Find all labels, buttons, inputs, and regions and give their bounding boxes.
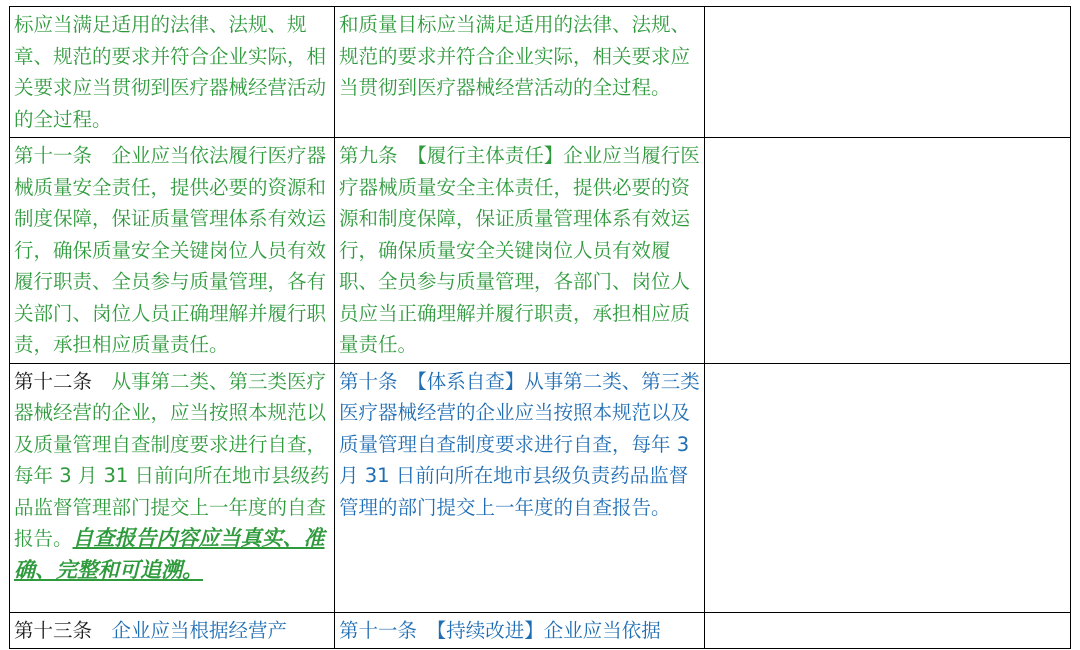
cell-text: 和质量目标应当满足适用的法律、法规、规范的要求并符合企业实际，相关要求应当贯彻到医疗器械经营活动的全过程。 (339, 13, 691, 99)
cell-text: 从事第二类、第三类医疗器械经营的企业，应当按照本规范以及质量管理自查制度要求进行自查，每年 3 月 31 日前向所在地市县级药品监督管理部门提交上一年度的自查报告。 (14, 369, 330, 550)
emphasized-addition: 自查报告内容应当真实、准确、完整和可追溯。 (14, 526, 325, 582)
article-number: 第十三条 (14, 618, 93, 642)
old-rule-cell (335, 138, 705, 364)
table-row (10, 612, 1071, 649)
new-rule-cell (10, 138, 335, 364)
cell-text: 【持续改进】企业应当依据 (417, 618, 661, 642)
article-number: 第十一条 (339, 618, 418, 642)
new-rule-cell (10, 612, 335, 649)
cell-text: 标应当满足适用的法律、法规、规章、规范的要求并符合企业实际，相关要求应当贯彻到医疗器械经营活动的全过程。 (14, 13, 327, 131)
table-row (10, 363, 1071, 612)
new-rule-cell (10, 363, 335, 612)
cell-text: 企业应当根据经营产 (92, 618, 288, 642)
old-rule-cell (335, 7, 705, 138)
note-cell (705, 363, 1071, 612)
note-cell (705, 612, 1071, 649)
regulation-comparison-table (9, 6, 1071, 649)
new-rule-cell (10, 7, 335, 138)
note-cell (705, 138, 1071, 364)
article-number: 第十二条 (14, 369, 93, 393)
note-cell (705, 7, 1071, 138)
old-rule-cell (335, 363, 705, 612)
old-rule-cell (335, 612, 705, 649)
cell-text: 第十一条 企业应当依法履行医疗器械质量安全责任，提供必要的资源和制度保障，保证质量管理体系有效运行，确保质量安全关键岗位人员有效履行职责、全员参与质量管理，各有关部门、岗位人员正确理解并履行职责，承担相应质量责任。 (14, 144, 327, 356)
cell-text: 第十条 【体系自查】从事第二类、第三类医疗器械经营的企业应当按照本规范以及质量管理自查制度要求进行自查，每年 3 月 31 日前向所在地市县级负责药品监督管理的部门提交上一年度的自查报告。 (339, 369, 700, 519)
table-row (10, 7, 1071, 138)
cell-text: 第九条 【履行主体责任】企业应当履行医疗器械质量安全主体责任，提供必要的资源和制度保障，保证质量管理体系有效运行，确保质量安全关键岗位人员有效履职、全员参与质量管理，各部门、岗位人员应当正确理解并履行职责，承担相应质量责任。 (339, 144, 700, 356)
comparison-document (9, 6, 1070, 649)
table-row (10, 138, 1071, 364)
